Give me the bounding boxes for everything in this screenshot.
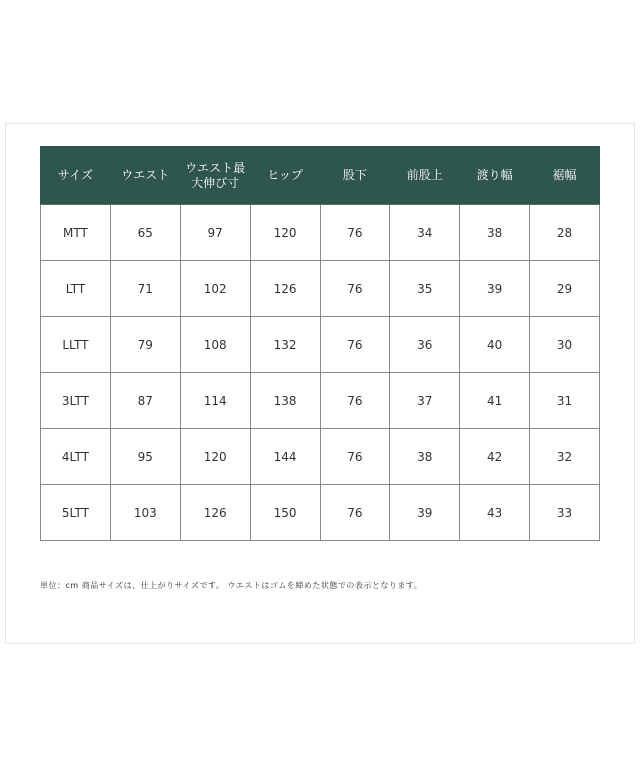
table-cell: 120 <box>250 205 320 261</box>
table-cell: 103 <box>110 485 180 541</box>
table-cell: 65 <box>110 205 180 261</box>
table-cell: 76 <box>320 205 390 261</box>
table-cell: 132 <box>250 317 320 373</box>
table-cell: LTT <box>41 261 111 317</box>
header-size: サイズ <box>41 147 111 205</box>
table-row <box>41 485 600 541</box>
table-cell: 43 <box>460 485 530 541</box>
table-cell: 76 <box>320 261 390 317</box>
table-row <box>41 205 600 261</box>
table-row <box>41 429 600 485</box>
table-cell: 42 <box>460 429 530 485</box>
table-cell: 126 <box>250 261 320 317</box>
table-cell: 37 <box>390 373 460 429</box>
table-cell: 138 <box>250 373 320 429</box>
table-cell: 41 <box>460 373 530 429</box>
table-cell: LLTT <box>41 317 111 373</box>
table-cell: 120 <box>180 429 250 485</box>
table-cell: 29 <box>530 261 600 317</box>
size-table <box>40 146 600 541</box>
table-cell: 76 <box>320 485 390 541</box>
header-waist: ウエスト <box>110 147 180 205</box>
table-cell: 76 <box>320 317 390 373</box>
table-cell: 87 <box>110 373 180 429</box>
table-cell: 126 <box>180 485 250 541</box>
table-cell: 114 <box>180 373 250 429</box>
size-footnote: 単位：cm 商品サイズは、仕上がりサイズです。 ウエストはゴムを締めた状態での表示となります。 <box>40 581 423 590</box>
table-cell: 39 <box>460 261 530 317</box>
header-inseam: 股下 <box>320 147 390 205</box>
table-cell: 4LTT <box>41 429 111 485</box>
table-cell: 32 <box>530 429 600 485</box>
table-row <box>41 261 600 317</box>
header-waist-max-stretch <box>180 147 250 205</box>
table-cell: 35 <box>390 261 460 317</box>
table-cell: 34 <box>390 205 460 261</box>
header-front-rise: 前股上 <box>390 147 460 205</box>
table-cell: 3LTT <box>41 373 111 429</box>
table-cell: 40 <box>460 317 530 373</box>
table-cell: 79 <box>110 317 180 373</box>
table-cell: 38 <box>390 429 460 485</box>
header-thigh-width: 渡り幅 <box>460 147 530 205</box>
table-cell: 108 <box>180 317 250 373</box>
table-cell: 150 <box>250 485 320 541</box>
table-row <box>41 317 600 373</box>
table-cell: MTT <box>41 205 111 261</box>
table-cell: 71 <box>110 261 180 317</box>
table-cell: 39 <box>390 485 460 541</box>
table-cell: 144 <box>250 429 320 485</box>
table-cell: 97 <box>180 205 250 261</box>
table-cell: 76 <box>320 373 390 429</box>
table-cell: 30 <box>530 317 600 373</box>
table-cell: 28 <box>530 205 600 261</box>
table-cell: 76 <box>320 429 390 485</box>
table-cell: 5LTT <box>41 485 111 541</box>
table-cell: 38 <box>460 205 530 261</box>
table-cell: 102 <box>180 261 250 317</box>
table-cell: 36 <box>390 317 460 373</box>
table-cell: 33 <box>530 485 600 541</box>
table-cell: 95 <box>110 429 180 485</box>
header-hem-width: 裾幅 <box>530 147 600 205</box>
table-cell: 31 <box>530 373 600 429</box>
header-hip: ヒップ <box>250 147 320 205</box>
header-waist-max-stretch-label: ウエスト最 大伸び寸 <box>185 160 246 190</box>
table-header-row <box>41 147 600 205</box>
table-row <box>41 373 600 429</box>
